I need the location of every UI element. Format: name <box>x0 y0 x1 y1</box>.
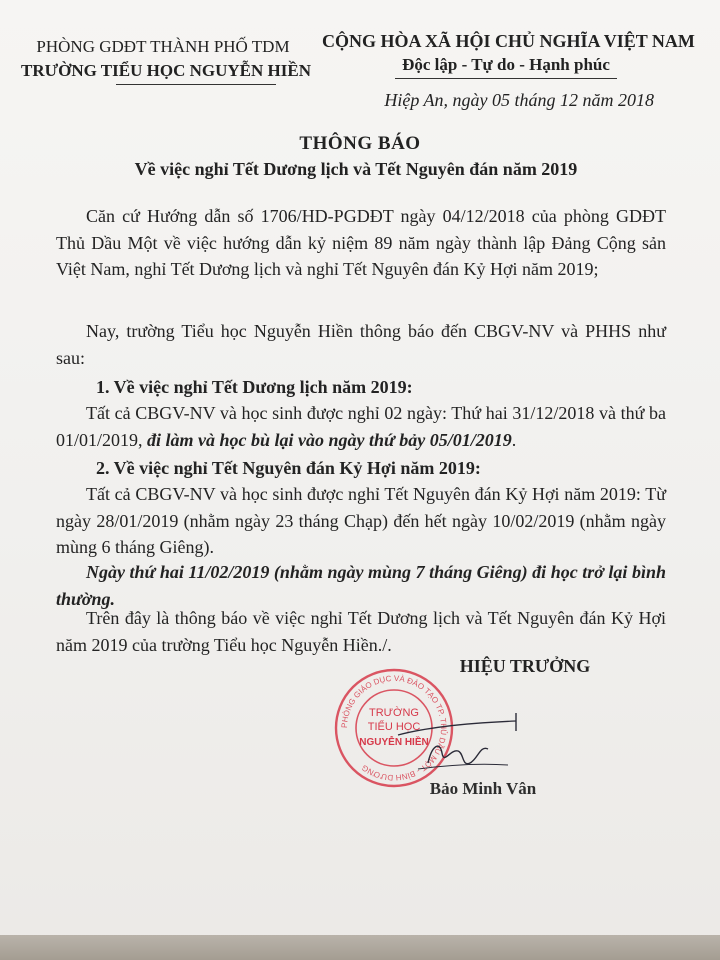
issuing-department: PHÒNG GDĐT THÀNH PHỐ TDM <box>36 37 290 56</box>
section-heading-lunar-new-year: 2. Về việc nghỉ Tết Nguyên đán Kỷ Hợi năm 2019: <box>96 458 481 478</box>
school-name: TRƯỜNG TIỂU HỌC NGUYỄN HIỀN <box>21 61 311 80</box>
paragraph-lunar-new-year: Tất cả CBGV-NV và học sinh được nghỉ Tết Nguyên đán Kỷ Hợi năm 2019: Từ ngày 28/01/2019 (nhằm ngày 23 tháng Chạp) đến hết ngày 10/02/2019 (nhằm ngày mùng 6 tháng Giêng). <box>56 484 666 557</box>
new-year-text: Tất cả CBGV-NV và học sinh được nghỉ 02 ngày: Thứ hai 31/12/2018 và thứ ba 01/01/2019, <box>56 403 666 450</box>
stamp-ring-text: PHÒNG GIÁO DỤC VÀ ĐÀO TẠO TP. THỦ DẦU MỘT - BÌNH DƯƠNG <box>339 673 449 783</box>
national-title: CỘNG HÒA XÃ HỘI CHỦ NGHĨA VIỆT NAM <box>322 31 695 51</box>
paragraph-closing: Trên đây là thông báo về việc nghỉ Tết Dương lịch và Tết Nguyên đán Kỷ Hợi năm 2019 của trường Tiểu học Nguyễn Hiền./. <box>56 608 666 655</box>
stamp-line-3: NGUYỄN HIỀN <box>359 737 429 748</box>
document-title: THÔNG BÁO <box>299 133 421 154</box>
section-heading-new-year: 1. Về việc nghỉ Tết Dương lịch năm 2019: <box>96 377 413 397</box>
signer-title: HIỆU TRƯỞNG <box>459 656 591 676</box>
document-subtitle: Về việc nghỉ Tết Dương lịch và Tết Nguyên đán năm 2019 <box>134 159 578 179</box>
school-name-underline <box>116 84 276 85</box>
place-date: Hiệp An, ngày 05 tháng 12 năm 2018 <box>384 90 654 110</box>
handwritten-signature <box>388 705 538 785</box>
paragraph-basis: Căn cứ Hướng dẫn số 1706/HD-PGDĐT ngày 04/12/2018 của phòng GDĐT Thủ Dầu Một về việc hướng dẫn kỷ niệm 89 năm ngày thành lập Đảng Cộng sản Việt Nam, nghỉ Tết Dương lịch và nghỉ Tết Nguyên đán Kỷ Hợi năm 2019; <box>56 206 666 279</box>
signer-name: Bảo Minh Vân <box>429 779 537 798</box>
new-year-period: . <box>511 429 517 450</box>
paragraph-new-year <box>56 400 666 453</box>
national-motto: Độc lập - Tự do - Hạnh phúc <box>402 55 610 74</box>
paragraph-return-date: Ngày thứ hai 11/02/2019 (nhằm ngày mùng 7 tháng Giêng) đi học trở lại bình thường. <box>56 562 666 609</box>
floor-background <box>0 935 720 960</box>
stamp-line-1: TRƯỜNG <box>369 707 419 719</box>
paragraph-intro: Nay, trường Tiểu học Nguyễn Hiền thông báo đến CBGV-NV và PHHS như sau: <box>56 321 666 368</box>
make-up-day-text: đi làm và học bù lại vào ngày thứ bảy 05/01/2019 <box>147 429 512 450</box>
stamp-line-2: TIỂU HỌC <box>367 721 421 733</box>
motto-underline <box>395 78 617 79</box>
